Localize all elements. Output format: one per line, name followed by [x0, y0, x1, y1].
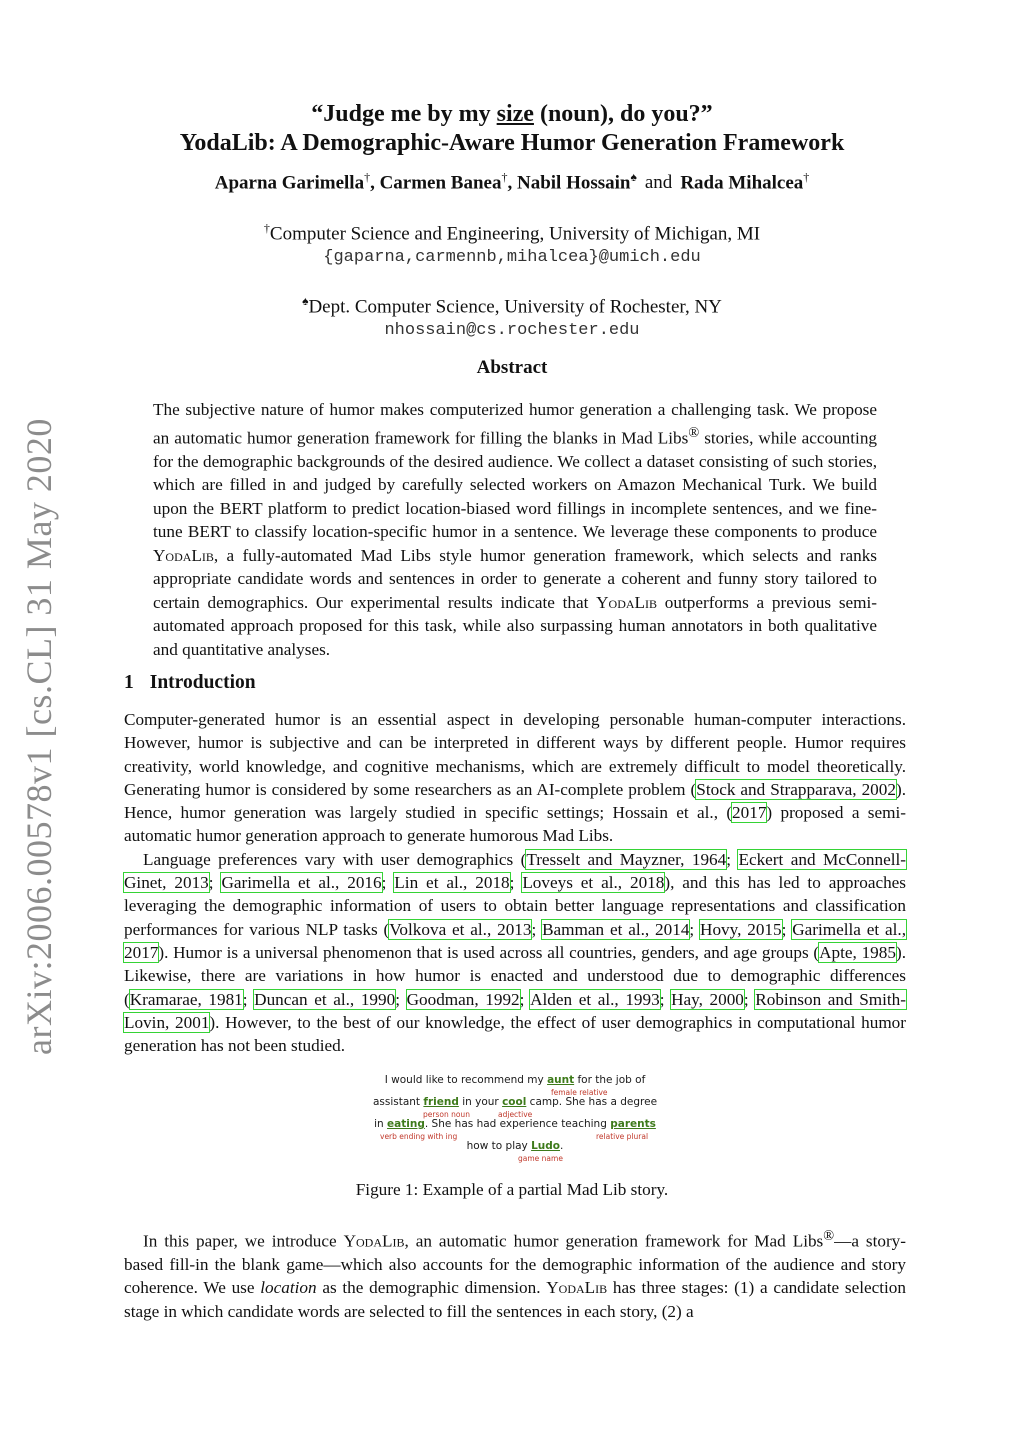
- citation-link[interactable]: Tresselt and Mayzner, 1964: [526, 849, 727, 869]
- citation-link[interactable]: Goodman, 1992: [406, 989, 520, 1009]
- citation-link[interactable]: Lin et al., 2018: [394, 873, 510, 893]
- arxiv-identifier: arXiv:2006.00578v1 [cs.CL] 31 May 2020: [19, 418, 59, 1055]
- paragraph: Language preferences vary with user demographics (Tresselt and Mayzner, 1964; Eckert and McConnell-Ginet, 2013; Garimella et al., 2016; Lin et al., 2018; Loveys et al., 2018), and this has led to approaches leveraging the demographic information of users to obtain better language representations and classification performances for various NLP tasks (Volkova et al., 2013; Bamman et al., 2014; Hovy, 2015; Garimella et al., 2017). Humor is a universal phenomenon that is used across all countries, genders, and age groups (Apte, 1985). Likewise, there are variations in how humor is enacted and understood due to demographic differences (Kramarae, 1981; Duncan et al., 1990; Goodman, 1992; Alden et al., 1993; Hay, 2000; Robinson and Smith-Lovin, 2001). However, to the best of our knowledge, the effect of user demographics in computational humor generation has not been studied.: [124, 849, 907, 1056]
- section-heading: 1 Introduction: [124, 672, 256, 693]
- citation-link[interactable]: Stock and Strapparava, 2002: [696, 779, 896, 799]
- intro-body-continued: [124, 1225, 906, 1323]
- email: {gaparna,carmennb,mihalcea}@umich.edu: [323, 248, 701, 268]
- author-list: Aparna Garimella†, Carmen Banea†, Nabil Hossain♠ and Rada Mihalcea†: [214, 170, 810, 194]
- paragraph: Computer-generated humor is an essential aspect in developing personable human-computer interactions. However, humor is subjective and can be interpreted in different ways by different people. Humor requires creativity, world knowledge, and cognitive mechanisms, which are extremely difficult to model theoretically. Generating humor is considered by some researchers as an AI-complete problem (Stock and Strapparava, 2002). Hence, humor generation was largely studied in specific settings; Hossain et al., (2017) proposed a semi-automatic humor generation approach to generate humorous Mad Libs.: [124, 710, 906, 846]
- affiliation-rochester: ♠Dept. Computer Science, University of Rochester, NY nhossain@cs.rochester.edu: [0, 289, 1024, 343]
- citation-link[interactable]: Garimella et al., 2017: [124, 919, 906, 962]
- figure-madlib-story: [370, 1073, 660, 1161]
- blank-label: female relative: [551, 1088, 608, 1097]
- blank-label: adjective: [498, 1110, 533, 1119]
- abstract-heading: Abstract: [476, 357, 548, 378]
- filled-word: aunt: [547, 1074, 575, 1086]
- affiliation-umich: †Computer Science and Engineering, University of Michigan, MI {gaparna,carmennb,mihalcea}@umich.edu: [0, 216, 1024, 270]
- citation-link[interactable]: Loveys et al., 2018: [522, 873, 665, 893]
- blank-label: person noun: [423, 1110, 470, 1119]
- citation-link[interactable]: Duncan et al., 1990: [254, 989, 396, 1009]
- citation-link[interactable]: Alden et al., 1993: [530, 989, 660, 1009]
- filled-word: cool: [502, 1096, 527, 1108]
- story-line: in eating. She has had experience teaching parents verb ending with ing relative plural: [370, 1117, 660, 1139]
- citation-link[interactable]: Eckert and McConnell-Ginet, 2013: [124, 849, 907, 893]
- citation-link[interactable]: 2017: [732, 803, 767, 823]
- citation-link[interactable]: Garimella et al., 2016: [221, 873, 382, 893]
- blank-label: verb ending with ing: [380, 1132, 458, 1141]
- filled-word: parents: [610, 1118, 656, 1130]
- citation-link[interactable]: Kramarae, 1981: [129, 989, 243, 1009]
- author: Carmen Banea: [379, 172, 502, 194]
- story-line: I would like to recommend my aunt for the job of female relative: [370, 1073, 660, 1095]
- citation-link[interactable]: Apte, 1985: [819, 942, 896, 962]
- filled-word: Ludo: [531, 1140, 560, 1152]
- citation-link[interactable]: Hovy, 2015: [700, 919, 782, 939]
- title-underlined-word: size: [496, 101, 534, 127]
- citation-link[interactable]: Hay, 2000: [671, 989, 744, 1009]
- blank-label: relative plural: [596, 1132, 649, 1141]
- blank-label: game name: [518, 1154, 563, 1163]
- story-line: how to play Ludo. game name: [370, 1139, 660, 1161]
- author: Rada Mihalcea: [680, 172, 804, 194]
- filled-word: friend: [423, 1096, 459, 1108]
- intro-body: [124, 708, 906, 1057]
- story-line: assistant friend in your cool camp. She has a degree person noun adjective: [370, 1095, 660, 1117]
- citation-link[interactable]: Bamman et al., 2014: [542, 919, 690, 939]
- abstract-text: The subjective nature of humor makes computerized humor generation a challenging task. We propose an automatic humor generation framework for filling the blanks in Mad Libs® stories, while accounting for the demographic backgrounds of the desired audience. We collect a dataset consisting of such stories, which are filled in and judged by carefully selected workers on Amazon Mechanical Turk. We build upon the BERT platform to predict location-biased word fillings in incomplete sentences, and we fine-tune BERT to classify location-specific humor in a sentence. We leverage these components to produce YodaLib, a fully-automated Mad Libs style humor generation framework, which selects and ranks appropriate candidate words and sentences in order to generate a coherent and funny story tailored to certain demographics. Our experimental results indicate that YodaLib outperforms a previous semi-automated approach proposed for this task, while also surpassing human annotators in both qualitative and quantitative analyses.: [153, 400, 878, 659]
- citation-link[interactable]: Volkova et al., 2013: [389, 919, 532, 939]
- figure-caption: Figure 1: Example of a partial Mad Lib story.: [355, 1180, 669, 1199]
- citation-link[interactable]: Robinson and Smith-Lovin, 2001: [124, 989, 907, 1032]
- paper-title: “Judge me by my size (noun), do you?” YodaLib: A Demographic-Aware Humor Generation Framework: [179, 101, 845, 156]
- author: Aparna Garimella: [214, 172, 365, 194]
- email: nhossain@cs.rochester.edu: [384, 321, 640, 341]
- filled-word: eating: [387, 1118, 425, 1130]
- paragraph: In this paper, we introduce YodaLib, an automatic humor generation framework for Mad Libs®—a story-based fill-in the blank game—which also accounts for the demographic information of the audience and story coherence. We use location as the demographic dimension. YodaLib has three stages: (1) a candidate selection stage in which candidate words are selected to fill the sentences in each story, (2) a: [124, 1228, 906, 1321]
- author: Nabil Hossain: [516, 172, 631, 194]
